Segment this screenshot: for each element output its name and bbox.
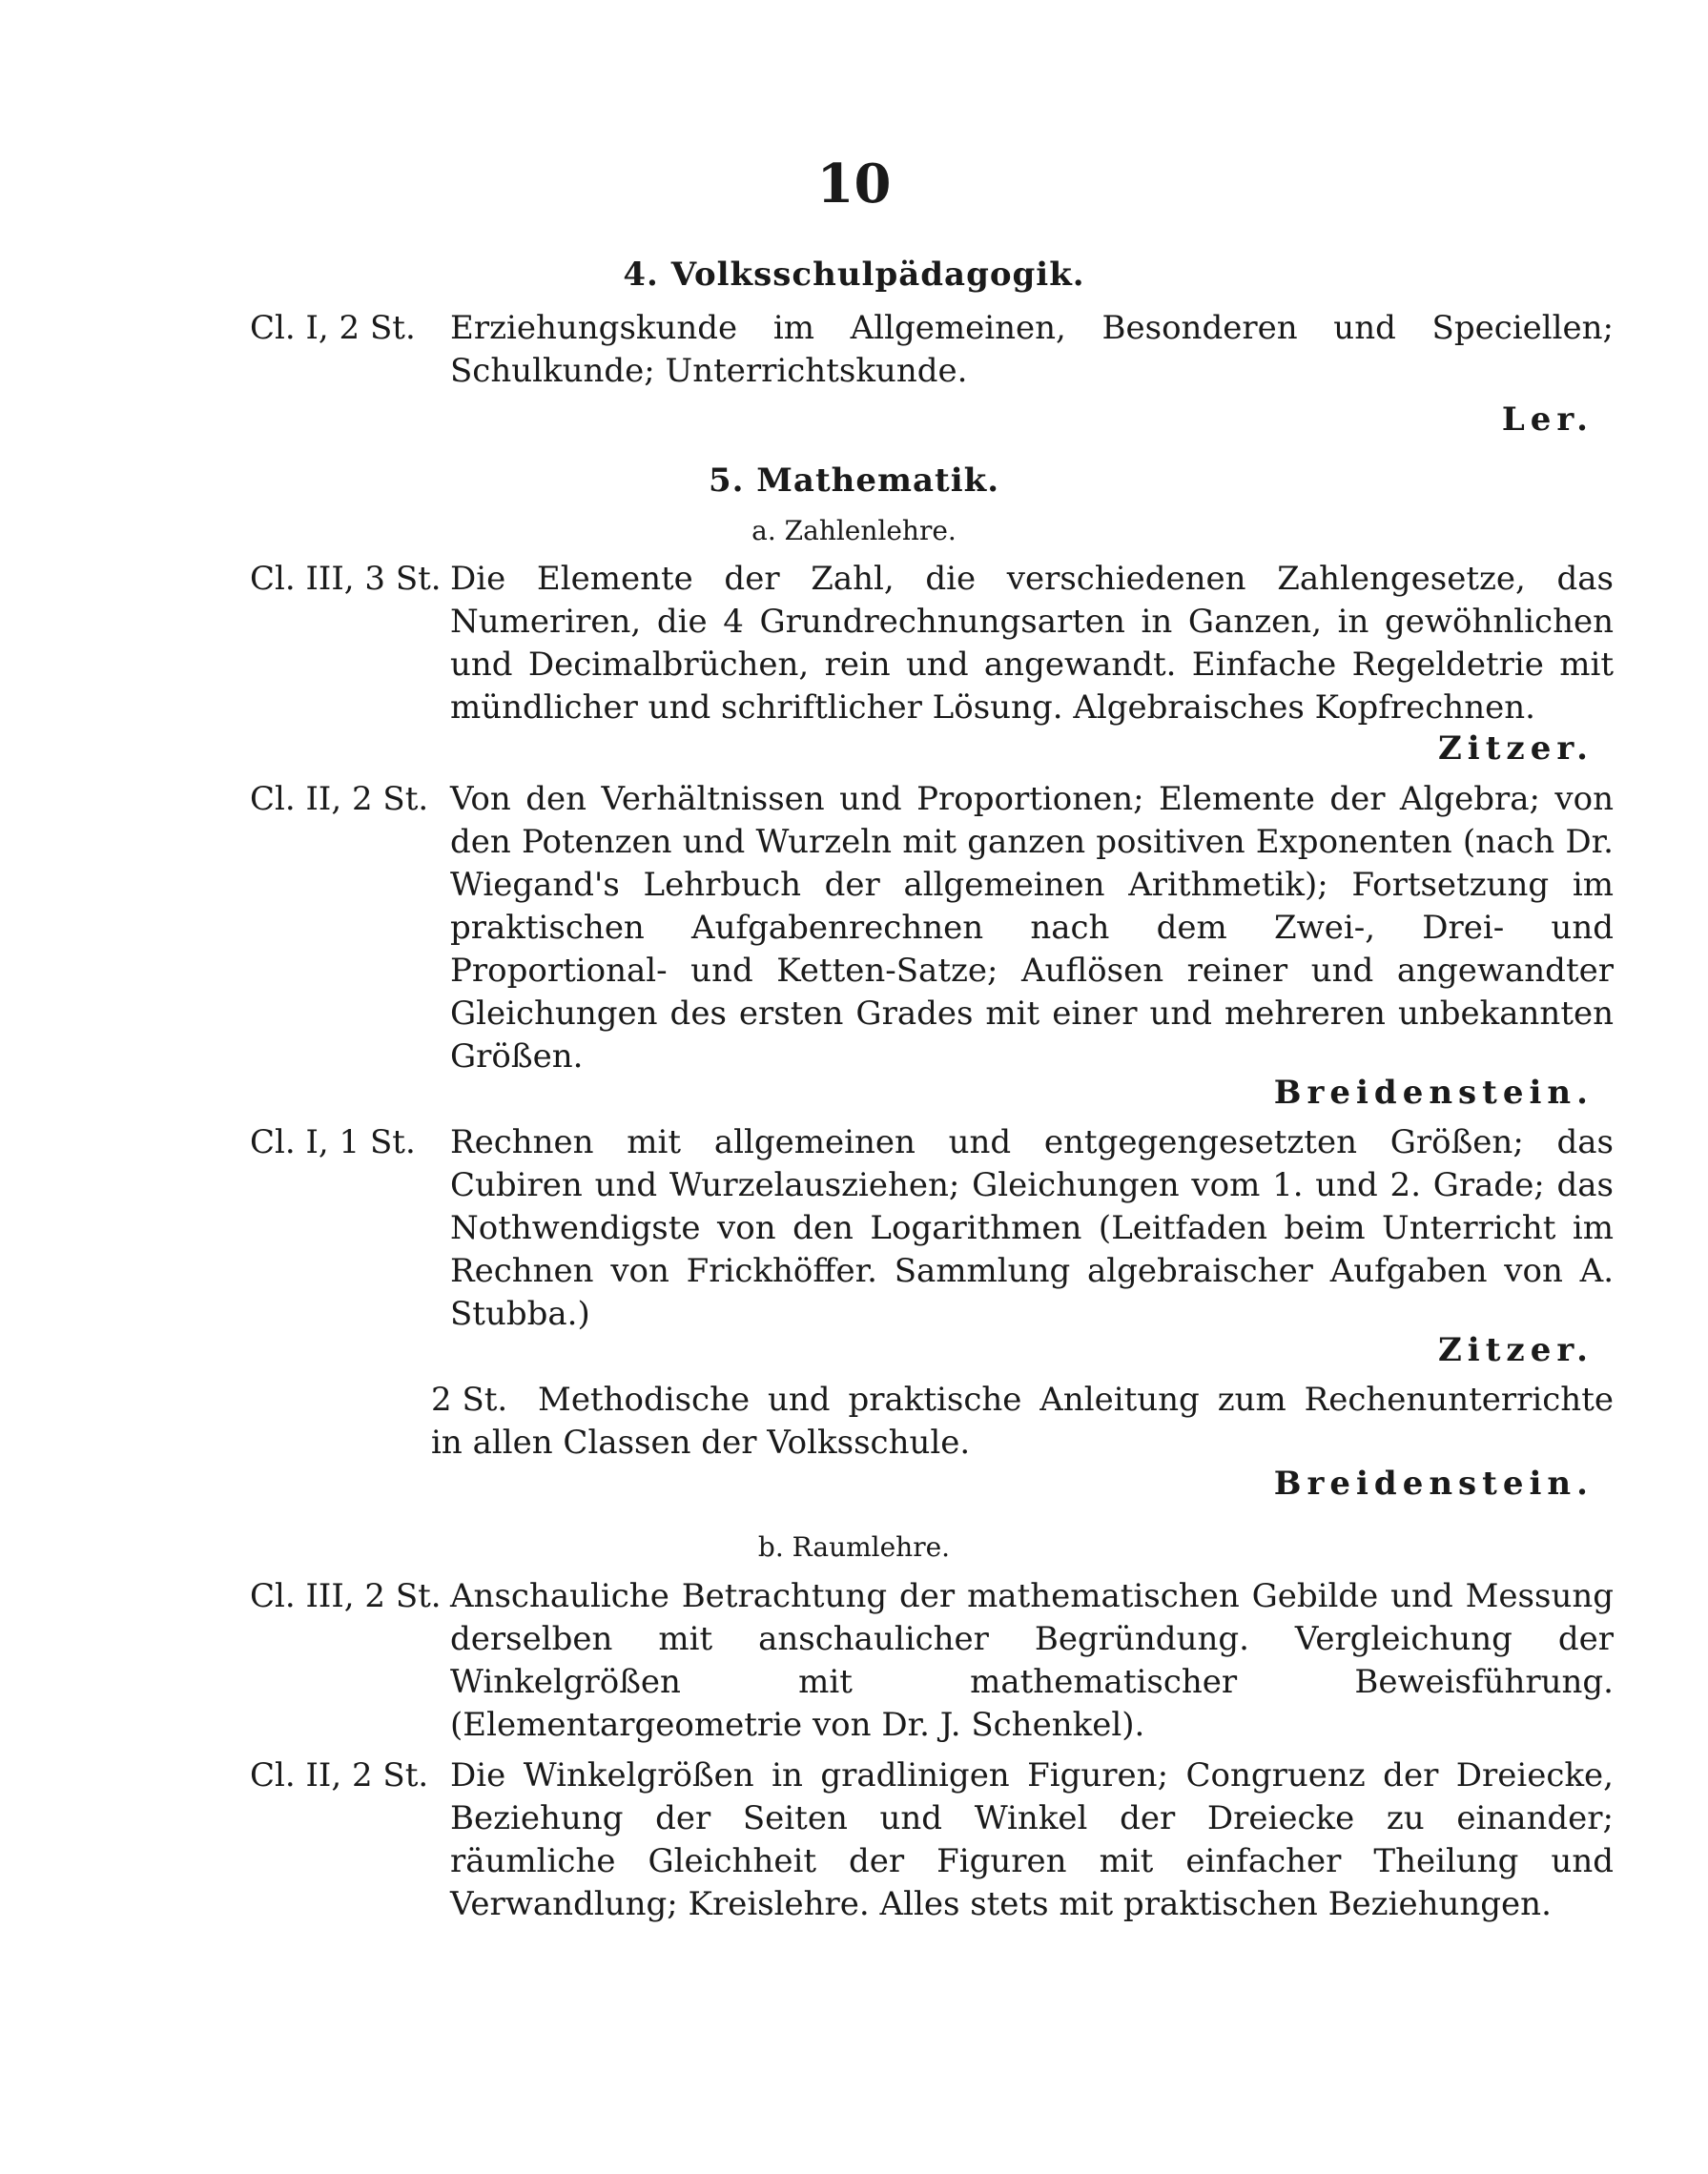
entry-text: Methodische und praktische Anleitung zum Rechenunterrichte in allen Classen der Volksschule.: [431, 1381, 1614, 1462]
page-number: 10: [816, 153, 892, 215]
subheading-raumlehre: b. Raumlehre.: [757, 1531, 951, 1563]
entry-text: Anschauliche Betrachtung der mathematischen Gebilde und Messung derselben mit anschaulicher Begründung. Vergleichung der Winkelgrößen mit mathematischer Beweisführung. (Elementargeometrie von Dr. J. Schenkel).: [450, 1577, 1614, 1744]
class-label: Cl. I, 1 St.: [250, 1123, 416, 1161]
teacher-name: Breidenstein.: [1273, 1074, 1594, 1112]
entry-zahlenlehre-cl3: [250, 558, 1614, 729]
entry-text: Von den Verhältnissen und Proportionen; Elemente der Algebra; von den Potenzen und Wurzeln mit ganzen positiven Exponenten (nach Dr. Wiegand's Lehrbuch der allgemeinen Arithmetik); Fortsetzung im praktischen Aufgabenrechnen nach dem Zwei-, Drei- und Proportional- und Ketten-Satze; Auflösen reiner und angewandter Gleichungen des ersten Grades mit einer und mehreren unbekannten Größen.: [450, 780, 1614, 1076]
entry-text: Die Winkelgrößen in gradlinigen Figuren; Congruenz der Dreiecke, Beziehung der Seiten und Winkel der Dreiecke zu einander; räumliche Gleichheit der Figuren mit einfacher Theilung und Verwandlung; Kreislehre. Alles stets mit praktischen Beziehungen.: [450, 1756, 1614, 1923]
entry-text: Erziehungskunde im Allgemeinen, Besonderen und Speciellen; Schulkunde; Unterrichtskunde.: [450, 309, 1614, 390]
class-label: Cl. II, 2 St.: [250, 1756, 429, 1795]
class-label: Cl. III, 2 St.: [250, 1577, 442, 1615]
section-heading-mathematik: 5. Mathematik.: [708, 461, 1000, 500]
class-label: 2 St.: [431, 1381, 508, 1419]
entry-text: Rechnen mit allgemeinen und entgegengesetzten Größen; das Cubiren und Wurzelausziehen; Gleichungen vom 1. und 2. Grade; das Nothwendigste von den Logarithmen (Leitfaden beim Unterricht im Rechnen von Frickhöffer. Sammlung algebraischer Aufgaben von A. Stubba.): [450, 1123, 1614, 1333]
class-label: Cl. II, 2 St.: [250, 780, 429, 818]
subheading-zahlenlehre: a. Zahlenlehre.: [751, 515, 957, 546]
entry-raumlehre-cl2: [250, 1754, 1614, 1926]
class-label: Cl. I, 2 St.: [250, 309, 416, 347]
entry-raumlehre-cl3: [250, 1575, 1614, 1747]
teacher-name: Breidenstein.: [1273, 1465, 1594, 1503]
entry-zahlenlehre-cl2: [250, 778, 1614, 1074]
class-label: Cl. III, 3 St.: [250, 560, 442, 598]
teacher-name: Ler.: [1501, 400, 1594, 439]
teacher-name: Zitzer.: [1437, 729, 1594, 768]
entry-zahlenlehre-methodik: [431, 1379, 1614, 1465]
section-heading-volksschulpaedagogik: 4. Volksschulpädagogik.: [623, 256, 1085, 294]
entry-volksschul-cl1: [250, 307, 1614, 393]
entry-text: Die Elemente der Zahl, die verschiedenen Zahlengesetze, das Numeriren, die 4 Grundrechnungsarten in Ganzen, in gewöhnlichen und Decimalbrüchen, rein und angewandt. Einfache Regeldetrie mit mündlicher und schriftlicher Lösung. Algebraisches Kopfrechnen.: [450, 560, 1614, 727]
teacher-name: Zitzer.: [1437, 1331, 1594, 1369]
entry-zahlenlehre-cl1: [250, 1121, 1614, 1336]
